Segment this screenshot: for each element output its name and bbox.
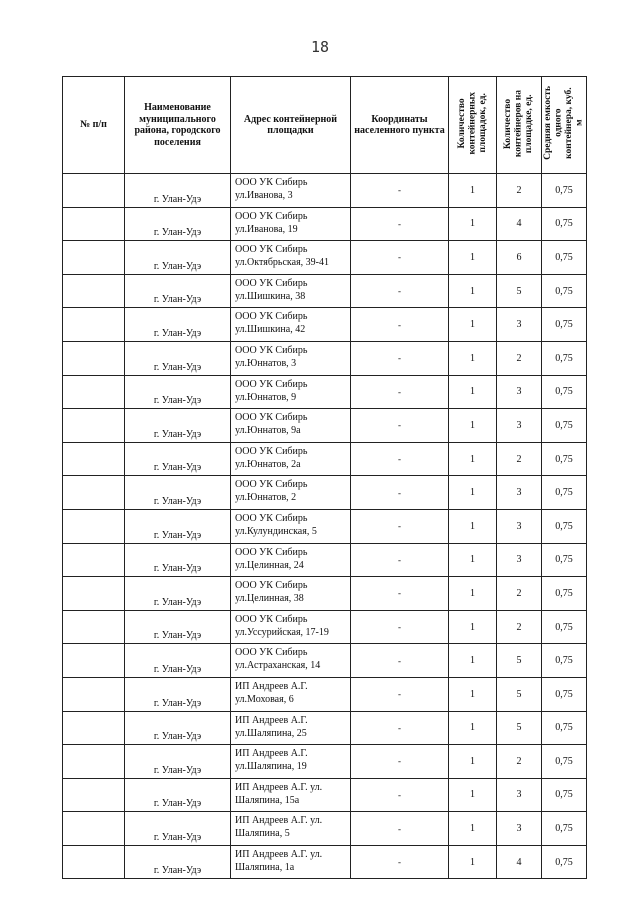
row-num [63,308,125,342]
row-district: г. Улан-Удэ [125,476,231,510]
table-row [63,308,587,342]
row-address [231,207,351,241]
row-capacity: 0,75 [542,711,587,745]
row-coords: - [351,778,449,812]
row-capacity: 0,75 [542,476,587,510]
row-num [63,442,125,476]
row-address [231,476,351,510]
table-header-row [63,77,587,174]
row-capacity: 0,75 [542,745,587,779]
row-coords: - [351,745,449,779]
row-district: г. Улан-Удэ [125,610,231,644]
row-address-line2: ул.Целинная, 24 [235,559,304,571]
row-district: г. Улан-Удэ [125,409,231,443]
table-row [63,409,587,443]
row-sites: 1 [449,375,497,409]
row-address [231,375,351,409]
row-num [63,341,125,375]
row-containers: 5 [497,274,542,308]
table-row [63,442,587,476]
row-coords: - [351,577,449,611]
row-coords: - [351,241,449,275]
row-address-line1: ООО УК Сибирь [235,210,308,222]
row-containers: 2 [497,577,542,611]
row-num [63,207,125,241]
row-district: г. Улан-Удэ [125,174,231,208]
row-address-line1: ИП Андреев А.Г. ул. [235,781,323,793]
row-capacity: 0,75 [542,207,587,241]
row-district: г. Улан-Удэ [125,845,231,879]
row-num [63,812,125,846]
row-coords: - [351,341,449,375]
row-coords: - [351,812,449,846]
row-address-line2: Шаляпина, 15а [235,794,300,806]
row-district: г. Улан-Удэ [125,577,231,611]
row-coords: - [351,274,449,308]
row-district: г. Улан-Удэ [125,274,231,308]
row-address-line2: ул.Моховая, 6 [235,693,294,705]
row-sites: 1 [449,174,497,208]
table-row [63,812,587,846]
row-sites: 1 [449,778,497,812]
row-containers: 5 [497,677,542,711]
row-coords: - [351,442,449,476]
header-coords: Координаты населенного пункта [351,77,449,174]
table-row [63,711,587,745]
row-sites: 1 [449,274,497,308]
page-number: 18 [310,38,330,56]
row-capacity: 0,75 [542,341,587,375]
row-num [63,711,125,745]
row-capacity: 0,75 [542,610,587,644]
row-address-line1: ООО УК Сибирь [235,378,308,390]
row-address-line1: ООО УК Сибирь [235,445,308,457]
row-coords: - [351,543,449,577]
row-num [63,375,125,409]
row-coords: - [351,610,449,644]
row-containers: 3 [497,509,542,543]
row-sites: 1 [449,812,497,846]
table-row [63,274,587,308]
row-address-line1: ООО УК Сибирь [235,613,308,625]
row-containers: 3 [497,812,542,846]
row-sites: 1 [449,442,497,476]
header-num: № п/п [63,77,125,174]
row-district: г. Улан-Удэ [125,442,231,476]
row-address-line1: ИП Андреев А.Г. [235,714,308,726]
row-containers: 3 [497,375,542,409]
row-address-line1: ООО УК Сибирь [235,344,308,356]
container-sites-table [62,76,587,879]
row-address-line1: ИП Андреев А.Г. [235,680,308,692]
row-capacity: 0,75 [542,174,587,208]
row-capacity: 0,75 [542,442,587,476]
row-containers: 2 [497,174,542,208]
row-address [231,711,351,745]
row-address-line1: ООО УК Сибирь [235,244,308,256]
row-address-line2: ул.Уссурийская, 17-19 [235,626,329,638]
row-containers: 5 [497,711,542,745]
row-address-line1: ООО УК Сибирь [235,647,308,659]
row-address-line2: ул.Шаляпина, 25 [235,727,307,739]
row-containers: 2 [497,745,542,779]
row-containers: 5 [497,644,542,678]
row-num [63,610,125,644]
row-containers: 2 [497,610,542,644]
row-sites: 1 [449,476,497,510]
row-sites: 1 [449,241,497,275]
table-row [63,610,587,644]
row-district: г. Улан-Удэ [125,241,231,275]
table-row [63,677,587,711]
table-row [63,476,587,510]
row-address-line2: ул.Юннатов, 2а [235,458,301,470]
row-sites: 1 [449,845,497,879]
row-sites: 1 [449,577,497,611]
row-containers: 3 [497,543,542,577]
row-address-line1: ООО УК Сибирь [235,512,308,524]
row-coords: - [351,509,449,543]
table-row [63,241,587,275]
table-row [63,174,587,208]
row-sites: 1 [449,745,497,779]
row-address-line2: Шаляпина, 1а [235,861,295,873]
row-address [231,308,351,342]
header-capacity: Средняя емкость одного контейнера, куб. м [542,77,587,174]
row-address-line2: ул.Юннатов, 2 [235,492,297,504]
row-address-line2: ул.Иванова, 3 [235,190,293,201]
row-district: г. Улан-Удэ [125,375,231,409]
row-address [231,274,351,308]
row-address-line2: ул.Шишкина, 38 [235,290,306,302]
row-district: г. Улан-Удэ [125,812,231,846]
row-coords: - [351,409,449,443]
row-capacity: 0,75 [542,543,587,577]
row-district: г. Улан-Удэ [125,745,231,779]
row-coords: - [351,845,449,879]
row-capacity: 0,75 [542,778,587,812]
row-coords: - [351,476,449,510]
row-num [63,644,125,678]
row-num [63,543,125,577]
row-district: г. Улан-Удэ [125,644,231,678]
row-address [231,644,351,678]
row-coords: - [351,677,449,711]
row-address-line1: ООО УК Сибирь [235,277,308,289]
row-sites: 1 [449,711,497,745]
row-capacity: 0,75 [542,812,587,846]
row-address-line2: ул.Юннатов, 3 [235,357,297,369]
row-sites: 1 [449,509,497,543]
row-address-line1: ИП Андреев А.Г. [235,748,308,760]
row-num [63,677,125,711]
row-address [231,845,351,879]
row-coords: - [351,644,449,678]
row-containers: 3 [497,308,542,342]
row-containers: 2 [497,341,542,375]
row-district: г. Улан-Удэ [125,711,231,745]
row-sites: 1 [449,543,497,577]
row-capacity: 0,75 [542,274,587,308]
row-address-line2: ул.Целинная, 38 [235,593,304,605]
row-containers: 3 [497,778,542,812]
row-district: г. Улан-Удэ [125,308,231,342]
row-address-line1: ООО УК Сибирь [235,412,308,424]
row-address-line2: ул.Октябрьская, 39-41 [235,257,329,269]
row-address-line1: ООО УК Сибирь [235,546,308,558]
row-address-line1: ИП Андреев А.Г. ул. [235,815,323,827]
row-containers: 4 [497,207,542,241]
row-address-line2: ул.Шаляпина, 19 [235,761,307,773]
table-row [63,778,587,812]
row-containers: 3 [497,476,542,510]
header-containers: Количество контейнеров на площадке, ед. [497,77,542,174]
row-address [231,174,351,208]
row-address [231,677,351,711]
row-capacity: 0,75 [542,409,587,443]
header-district: Наименование муниципального района, городского поселения [125,77,231,174]
row-district: г. Улан-Удэ [125,677,231,711]
row-address [231,577,351,611]
row-capacity: 0,75 [542,845,587,879]
row-district: г. Улан-Удэ [125,509,231,543]
row-district: г. Улан-Удэ [125,543,231,577]
row-address [231,812,351,846]
row-coords: - [351,308,449,342]
row-num [63,845,125,879]
row-district: г. Улан-Удэ [125,778,231,812]
table-row [63,341,587,375]
row-capacity: 0,75 [542,577,587,611]
row-sites: 1 [449,677,497,711]
row-address [231,241,351,275]
row-capacity: 0,75 [542,509,587,543]
row-address-line2: Шаляпина, 5 [235,828,290,840]
row-address [231,543,351,577]
row-coords: - [351,711,449,745]
row-address-line2: ул.Шишкина, 42 [235,324,306,336]
row-num [63,745,125,779]
row-containers: 4 [497,845,542,879]
row-num [63,577,125,611]
row-sites: 1 [449,409,497,443]
row-num [63,241,125,275]
header-sites: Количество контейнерных площадок, ед. [449,77,497,174]
table-row [63,577,587,611]
row-address-line1: ИП Андреев А.Г. ул. [235,848,323,860]
row-sites: 1 [449,341,497,375]
row-coords: - [351,207,449,241]
row-num [63,509,125,543]
table-row [63,845,587,879]
row-address [231,409,351,443]
row-sites: 1 [449,644,497,678]
row-address-line2: ул.Юннатов, 9 [235,391,297,403]
row-containers: 2 [497,442,542,476]
row-address-line1: ООО УК Сибирь [235,311,308,323]
row-address-line1: ООО УК Сибирь [235,479,308,491]
row-address-line1: ООО УК Сибирь [235,177,308,188]
row-capacity: 0,75 [542,677,587,711]
row-capacity: 0,75 [542,375,587,409]
row-address [231,509,351,543]
table-row [63,375,587,409]
row-address-line2: ул.Кулундинская, 5 [235,525,317,537]
row-sites: 1 [449,207,497,241]
row-address-line2: ул.Иванова, 19 [235,223,298,235]
row-address [231,341,351,375]
row-num [63,174,125,208]
row-address-line2: ул.Астраханская, 14 [235,660,321,672]
row-address-line2: ул.Юннатов, 9а [235,425,301,437]
row-address [231,745,351,779]
row-address [231,442,351,476]
row-coords: - [351,174,449,208]
row-address-line1: ООО УК Сибирь [235,580,308,592]
row-address [231,610,351,644]
table-row [63,745,587,779]
row-address [231,778,351,812]
header-address: Адрес контейнерной площадки [231,77,351,174]
row-containers: 3 [497,409,542,443]
row-district: г. Улан-Удэ [125,207,231,241]
row-capacity: 0,75 [542,644,587,678]
table-row [63,509,587,543]
row-sites: 1 [449,308,497,342]
row-num [63,476,125,510]
table-row [63,644,587,678]
row-sites: 1 [449,610,497,644]
row-num [63,409,125,443]
table-row [63,543,587,577]
row-coords: - [351,375,449,409]
row-containers: 6 [497,241,542,275]
row-district: г. Улан-Удэ [125,341,231,375]
row-capacity: 0,75 [542,241,587,275]
row-num [63,274,125,308]
row-capacity: 0,75 [542,308,587,342]
table-row [63,207,587,241]
row-num [63,778,125,812]
